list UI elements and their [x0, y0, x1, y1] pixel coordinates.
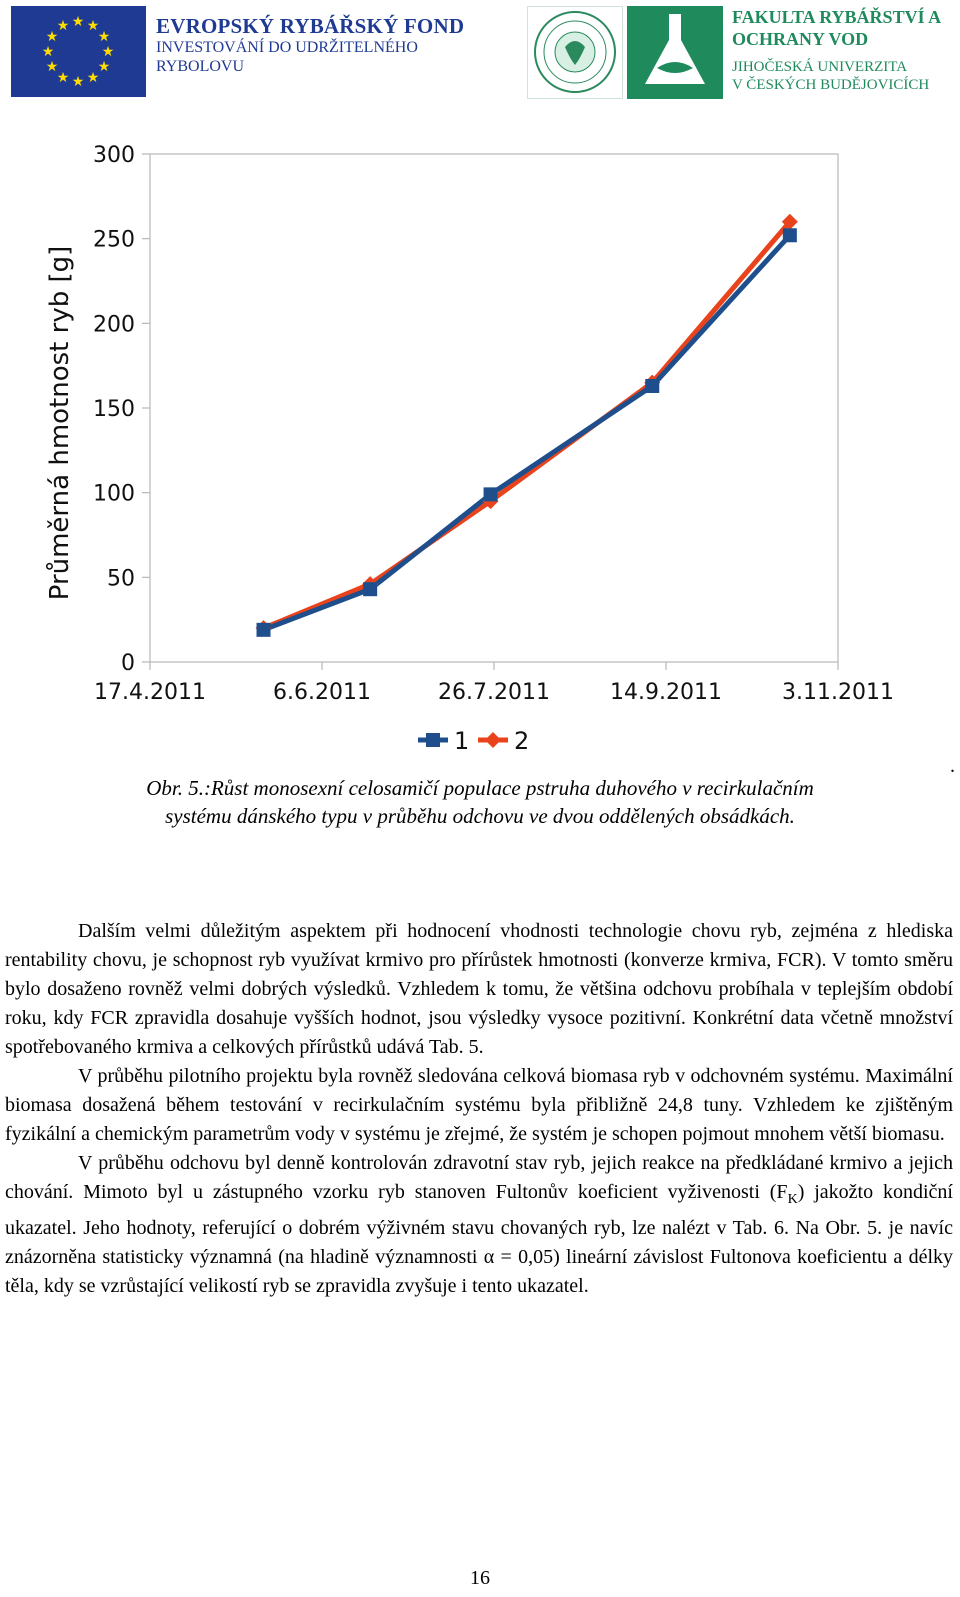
legend-label: 2: [514, 727, 530, 755]
series-1-point: [257, 623, 271, 637]
legend-diamond-marker: [485, 732, 501, 748]
x-tick-label: 3.11.2011: [782, 680, 894, 705]
university-name-2: V ČESKÝCH BUDĚJOVICÍCH: [732, 77, 930, 93]
y-axis-label: Průměrná hmotnost ryb [g]: [45, 245, 75, 601]
faculty-header-text: [732, 6, 941, 94]
faculty-logo: [627, 6, 723, 99]
figure-caption: [0, 774, 960, 830]
series-1-point: [363, 582, 377, 596]
growth-line-chart: [0, 130, 960, 770]
eu-star-icon: ★: [86, 69, 100, 86]
faculty-title-1: FAKULTA RYBÁŘSTVÍ A: [732, 7, 942, 27]
university-seal-logo: [527, 6, 623, 99]
plot-area-frame: [150, 154, 838, 662]
y-tick-label: 150: [93, 397, 135, 422]
eu-star-icon: ★: [71, 14, 85, 30]
eu-star-icon: ★: [56, 18, 70, 35]
erf-subtitle-2: RYBOLOVU: [156, 58, 245, 75]
paragraph-1: Dalším velmi důležitým aspektem při hodnocení vhodnosti technologie chovu ryb, zejména z hlediska rentability chovu, je schopnost ryb využívat krmivo pro přírůstek hmotnosti (konverze krmiva, FCR). V tomto směru bylo dosaženo rovněž velmi dobrých výsledků. Vzhledem k tomu, že většina odchovu probíhala v teplejším období roku, kdy FCR zpravidla dosahuje vyšších hodnot, jsou výsledky vysoce pozitivní. Konkrétní data včetně množství spotřebovaného krmiva a celkových přírůstků udává Tab. 5.: [5, 920, 953, 1058]
paragraph-3-part-2: ) jakožto kondiční ukazatel. Jeho hodnoty, referující o dobrém výživném stavu chovaných ryb, lze nalézt v Tab. 6. Na Obr. 5. je navíc znázorněna statisticky významná (na hladině významnosti α = 0,05) lineární závislost Fultonova koeficientu a délky těla, kdy se vzrůstající velikostí ryb se zpravidla zvyšuje i tento ukazatel.: [5, 1181, 953, 1297]
legend-label: 1: [454, 727, 470, 755]
y-tick-label: 250: [93, 227, 135, 253]
caption-line-1: Obr. 5.:Růst monosexní celosamičí populace pstruha duhového v recirkulačním: [146, 776, 814, 800]
x-tick-label: 14.9.2011: [610, 680, 722, 705]
erf-title: EVROPSKÝ RYBÁŘSKÝ FOND: [156, 14, 465, 38]
eu-star-icon: ★: [101, 44, 115, 60]
eu-star-icon: ★: [97, 29, 111, 45]
y-tick-label: 300: [93, 143, 135, 168]
series-1-point: [645, 379, 659, 393]
eu-star-icon: ★: [45, 29, 59, 45]
eu-flag-logo: [11, 6, 146, 97]
eu-star-icon: ★: [56, 69, 70, 86]
paragraph-2: V průběhu pilotního projektu byla rovněž sledována celková biomasa ryb v odchovném systému. Maximální biomasa dosažená během testování v recirkulačním systému byla přibližně 24,8 tuny. Vzhledem ke zjištěným fyzikální a chemickým parametrům vody v systému je zřejmé, že systém je schopen pojmout mnohem větší biomasu.: [5, 1065, 953, 1145]
eu-star-icon: ★: [41, 44, 55, 60]
erf-subtitle-1: INVESTOVÁNÍ DO UDRŽITELNÉHO: [156, 39, 418, 56]
faculty-title-2: OCHRANY VOD: [732, 29, 869, 49]
erf-header-text: [156, 14, 464, 76]
y-tick-label: 50: [107, 566, 135, 592]
eu-star-icon: ★: [45, 59, 59, 75]
body-text: [5, 917, 953, 1301]
stray-dot: .: [950, 755, 955, 777]
fulton-subscript: K: [787, 1192, 798, 1207]
eu-star-icon: ★: [71, 74, 85, 90]
eu-star-icon: ★: [97, 59, 111, 75]
eu-stars-icon: [11, 6, 146, 97]
y-tick-label: 100: [93, 481, 135, 507]
x-tick-label: 26.7.2011: [438, 680, 550, 705]
series-2-line: [264, 222, 790, 628]
series-1-line: [264, 235, 790, 630]
page-number: 16: [470, 1567, 490, 1589]
series-1-point: [484, 487, 498, 501]
x-tick-label: 17.4.2011: [94, 680, 206, 705]
x-tick-label: 6.6.2011: [273, 680, 371, 705]
legend-square-marker: [426, 733, 440, 747]
y-tick-label: 200: [93, 312, 135, 338]
eu-star-icon: ★: [86, 18, 100, 35]
caption-line-2: systému dánského typu v průběhu odchovu ve dvou oddělených obsádkách.: [165, 804, 795, 828]
series-1-point: [783, 228, 797, 242]
y-tick-label: 0: [121, 651, 135, 676]
paragraph-3-part-1: V průběhu odchovu byl denně kontrolován zdravotní stav ryb, jejich reakce na předkládané krmivo a jejich chování. Mimoto byl u zástupného vzorku ryb stanoven Fultonův koeficient vyživenosti (F: [5, 1152, 953, 1203]
paragraph-3: [5, 1149, 953, 1301]
university-name-1: JIHOČESKÁ UNIVERZITA: [732, 59, 908, 75]
